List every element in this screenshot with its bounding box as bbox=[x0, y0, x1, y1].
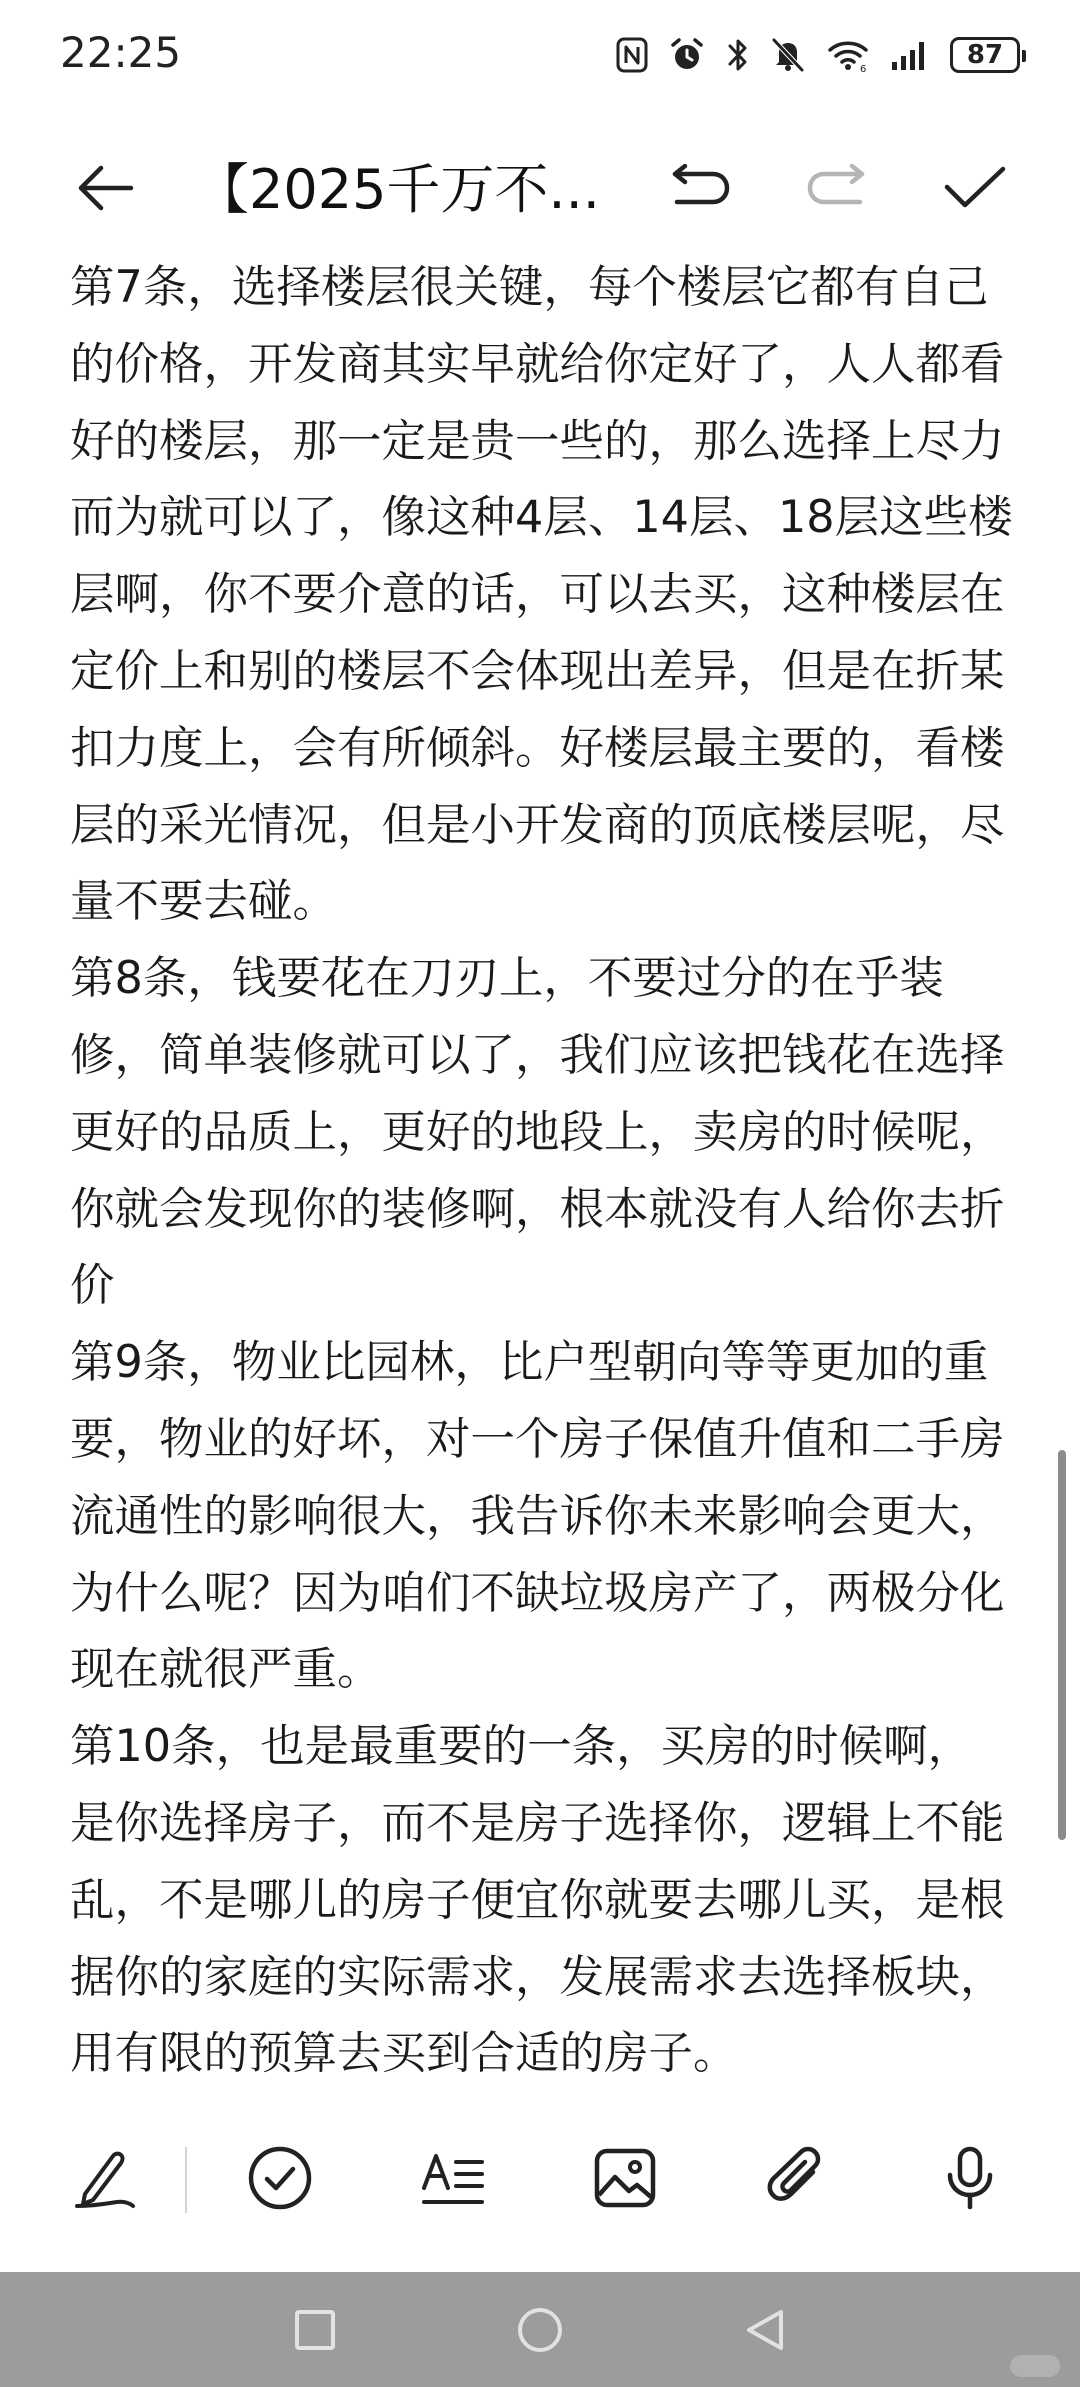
checklist-icon bbox=[246, 2144, 314, 2216]
alarm-icon bbox=[668, 36, 706, 74]
battery-icon: 87 bbox=[950, 37, 1020, 73]
insert-image-button[interactable] bbox=[580, 2135, 670, 2225]
bluetooth-icon bbox=[726, 36, 750, 74]
image-icon bbox=[593, 2147, 657, 2213]
voice-input-button[interactable] bbox=[925, 2135, 1015, 2225]
status-bar bbox=[0, 0, 1080, 110]
note-body[interactable] bbox=[70, 250, 1015, 2100]
document-title: 【2025千万不... bbox=[195, 158, 600, 221]
editor-toolbar bbox=[0, 130, 1080, 250]
attachment-icon bbox=[765, 2146, 829, 2214]
scrollbar[interactable] bbox=[1058, 1450, 1066, 1840]
edit-toolbar bbox=[0, 2125, 1080, 2235]
redo-button[interactable] bbox=[792, 150, 882, 230]
back-button[interactable] bbox=[60, 150, 150, 230]
pen-icon bbox=[73, 2146, 137, 2214]
watermark-logo bbox=[1010, 2355, 1060, 2377]
paragraph-7[interactable]: 第7条，选择楼层很关键，每个楼层它都有自己的价格，开发商其实早就给你定好了，人人都看好的楼层，那一定是贵一些的，那么选择上尽力而为就可以了，像这种4层、14层、18层这些楼层啊，你不要介意的话，可以去买，这种楼层在定价上和别的楼层不会体现出差异，但是在折某扣力度上，会有所倾斜。好楼层最主要的，看楼层的采光情况，但是小开发商的顶底楼层呢，尽量不要去碰。 bbox=[70, 262, 1013, 928]
toolbar-divider bbox=[185, 2147, 187, 2213]
paragraph-9[interactable]: 第9条，物业比园林，比户型朝向等等更加的重要，物业的好坏，对一个房子保值升值和二手房流通性的影响很大，我告诉你未来影响会更大，为什么呢？因为咱们不缺垃圾房产了，两极分化现在就很严重。 bbox=[70, 1337, 1005, 1696]
mute-icon bbox=[770, 36, 806, 74]
undo-icon bbox=[667, 164, 733, 216]
back-arrow-icon bbox=[73, 163, 137, 217]
status-time: 22:25 bbox=[60, 28, 182, 77]
home-button[interactable] bbox=[500, 2292, 580, 2372]
status-icons bbox=[616, 30, 1020, 80]
microphone-icon bbox=[942, 2145, 998, 2215]
attachment-button[interactable] bbox=[752, 2135, 842, 2225]
recent-apps-button[interactable] bbox=[275, 2292, 355, 2372]
check-icon bbox=[943, 163, 1007, 217]
nav-back-button[interactable] bbox=[725, 2292, 805, 2372]
wifi-icon bbox=[826, 37, 870, 73]
svg-text:6: 6 bbox=[860, 64, 867, 73]
recent-apps-icon bbox=[293, 2308, 337, 2356]
checklist-button[interactable] bbox=[235, 2135, 325, 2225]
text-format-button[interactable] bbox=[408, 2135, 498, 2225]
home-icon bbox=[516, 2306, 564, 2358]
nfc-icon bbox=[616, 37, 648, 73]
redo-icon bbox=[804, 164, 870, 216]
back-icon bbox=[743, 2306, 787, 2358]
done-button[interactable] bbox=[930, 150, 1020, 230]
navigation-bar bbox=[0, 2272, 1080, 2387]
signal-icon bbox=[890, 38, 930, 72]
undo-button[interactable] bbox=[655, 150, 745, 230]
paragraph-10[interactable]: 第10条，也是最重要的一条，买房的时候啊，是你选择房子，而不是房子选择你，逻辑上不能乱，不是哪儿的房子便宜你就要去哪儿买，是根据你的家庭的实际需求，发展需求去选择板块，用有限的预算去买到合适的房子。 bbox=[70, 1721, 1005, 2080]
paragraph-8[interactable]: 第8条，钱要花在刀刃上，不要过分的在乎装修，简单装修就可以了，我们应该把钱花在选择更好的品质上，更好的地段上，卖房的时候呢，你就会发现你的装修啊，根本就没有人给你去折价 bbox=[70, 953, 1005, 1312]
text-format-icon bbox=[420, 2148, 486, 2212]
handwriting-button[interactable] bbox=[60, 2135, 150, 2225]
